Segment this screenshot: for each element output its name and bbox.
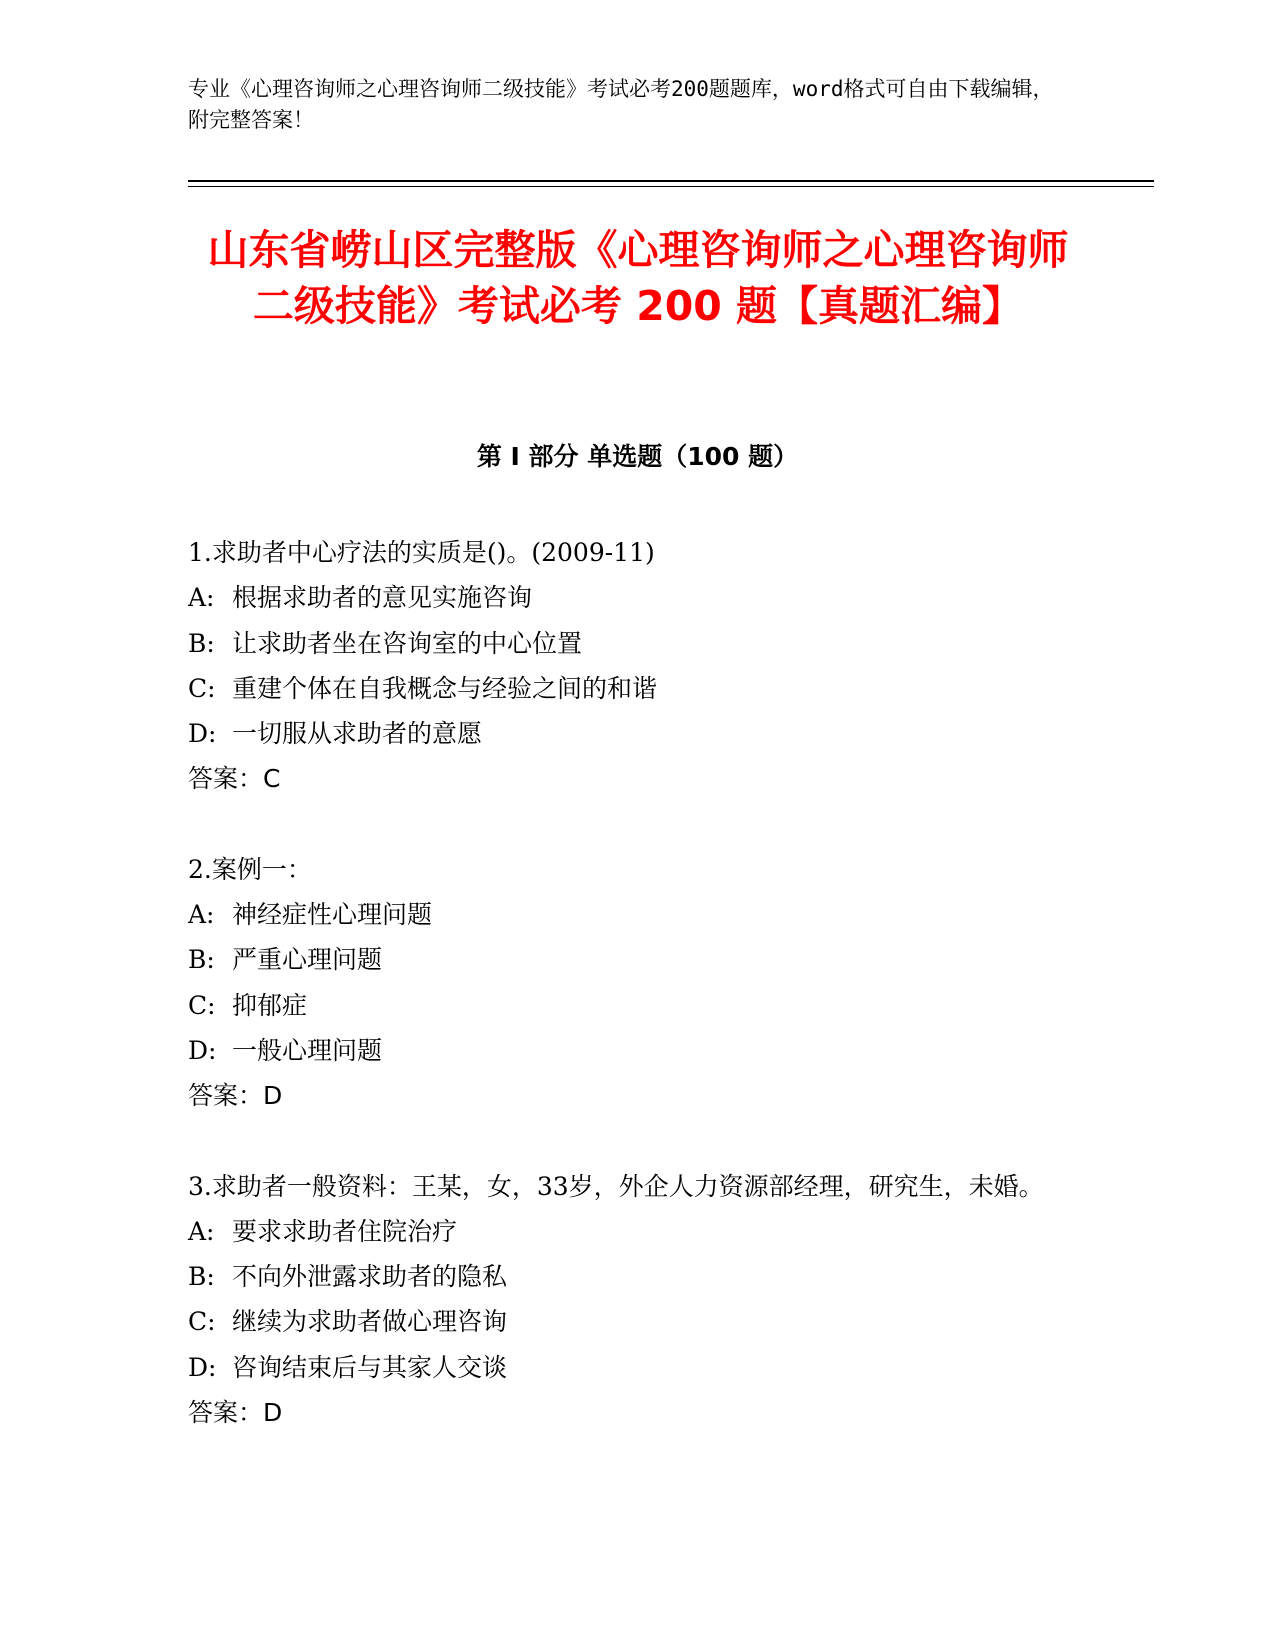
question-stem: 1.求助者中心疗法的实质是()。(2009-11) <box>188 538 655 567</box>
question-1 <box>188 530 1068 802</box>
option-text: 让求助者坐在咨询室的中心位置 <box>232 628 583 658</box>
answer-line: 答案：D <box>188 1081 283 1111</box>
option-text: 神经症性心理问题 <box>232 900 433 930</box>
header-divider-thick <box>188 180 1154 182</box>
option-b <box>188 937 1068 982</box>
option-d <box>188 1345 1068 1390</box>
option-letter: B: <box>188 1262 215 1292</box>
option-letter: A: <box>188 900 215 930</box>
option-text: 不向外泄露求助者的隐私 <box>232 1262 508 1292</box>
option-c <box>188 666 1068 711</box>
option-text: 一切服从求助者的意愿 <box>232 719 483 749</box>
question-3 <box>188 1164 1068 1436</box>
question-list <box>188 530 1068 1480</box>
option-letter: C: <box>188 990 216 1020</box>
option-text: 要求求助者住院治疗 <box>232 1216 458 1246</box>
option-d <box>188 711 1068 756</box>
option-letter: D: <box>188 1035 217 1065</box>
option-text: 抑郁症 <box>232 990 308 1020</box>
option-d <box>188 1028 1068 1073</box>
option-letter: A: <box>188 583 215 613</box>
option-text: 咨询结束后与其家人交谈 <box>232 1352 508 1382</box>
header-divider-thin <box>188 186 1154 187</box>
option-letter: B: <box>188 628 215 658</box>
option-c <box>188 983 1068 1028</box>
option-text: 重建个体在自我概念与经验之间的和谐 <box>232 673 658 703</box>
option-letter: D: <box>188 719 217 749</box>
option-a <box>188 1209 1068 1254</box>
option-text: 一般心理问题 <box>232 1035 383 1065</box>
option-text: 严重心理问题 <box>232 945 383 975</box>
question-stem: 2.案例一： <box>188 854 312 884</box>
document-title: 山东省崂山区完整版《心理咨询师之心理咨询师二级技能》考试必考 200 题【真题汇编】 <box>207 226 1069 330</box>
option-letter: D: <box>188 1352 217 1382</box>
question-stem: 3.求助者一般资料：王某，女，33岁，外企人力资源部经理，研究生，未婚。 <box>188 1171 1044 1201</box>
answer-line: 答案：C <box>188 764 281 794</box>
option-letter: C: <box>188 1307 216 1337</box>
answer-line: 答案：D <box>188 1398 283 1428</box>
option-a <box>188 892 1068 937</box>
option-b <box>188 1254 1068 1299</box>
header-note: 专业《心理咨询师之心理咨询师二级技能》考试必考200题题库，word格式可自由下载编辑，附完整答案！ <box>188 77 1054 132</box>
option-text: 继续为求助者做心理咨询 <box>232 1307 508 1337</box>
option-letter: B: <box>188 945 215 975</box>
section-heading: 第 I 部分 单选题（100 题） <box>476 442 799 471</box>
option-c <box>188 1299 1068 1344</box>
question-2 <box>188 847 1068 1119</box>
option-letter: A: <box>188 1216 215 1246</box>
option-text: 根据求助者的意见实施咨询 <box>232 583 533 613</box>
option-a <box>188 575 1068 620</box>
option-b <box>188 621 1068 666</box>
option-letter: C: <box>188 673 216 703</box>
